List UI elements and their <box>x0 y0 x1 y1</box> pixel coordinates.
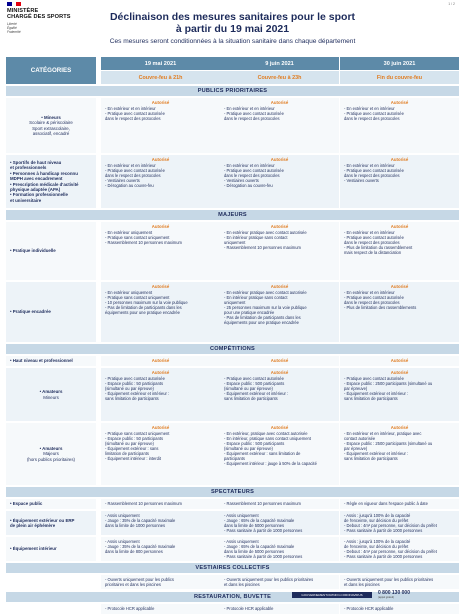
cell-amateurs-mineurs-19-mai <box>101 368 220 421</box>
cell-line: - Jauge : 35% de la capacité maximale <box>105 518 176 523</box>
authorized-label: Autorisé <box>390 358 409 363</box>
cell-line: Majeurs <box>43 451 59 457</box>
row-equipement-interieur <box>6 537 459 561</box>
cell-interieur-9-juin <box>220 537 339 561</box>
cell-encadree-9-juin <box>220 282 339 342</box>
cell-line: dans la limite de 1000 personnes <box>105 523 166 528</box>
cell-line: uniquement <box>224 300 246 305</box>
cell-amateurs-mineurs-30-juin <box>340 368 459 421</box>
cell-line: prioritaires et dans les piscines <box>105 582 161 587</box>
cell-line: - Rassemblement 10 personnes maximum <box>105 501 182 506</box>
government-info-badge[interactable]: GOUVERNEMENT.FR/INFO-CORONAVIRUS <box>292 592 372 598</box>
cell-line: - Vestiaires ouverts <box>105 178 140 183</box>
authorized-label: Autorisé <box>270 358 289 363</box>
cell-line: dans le respect des protocoles <box>344 300 400 305</box>
cell-prioritaires-19-mai <box>101 155 220 208</box>
cell-line: • Formation professionnelle <box>10 192 68 198</box>
cell-line: - Vestiaires ouverts <box>344 178 379 183</box>
cell-line: - Ouverts uniquement pour les publics prioritaires <box>344 577 434 582</box>
cell-haut-niveau-30-juin <box>340 356 459 366</box>
cell-line: Scolaire & périscolaire <box>29 120 73 126</box>
cell-line: dans le respect des protocoles <box>344 240 400 245</box>
row-espace-public <box>6 499 459 509</box>
section-publics-prioritaires: PUBLICS PRIORITAIRES <box>6 86 459 96</box>
cell-line: - En extérieur uniquement <box>105 290 153 295</box>
cell-line: - Rassemblement 10 personnes maximum <box>224 501 301 506</box>
info-phone-number: 0 800 130 000 <box>378 590 410 596</box>
cell-line: - Jauge : 65% de la capacité maximale <box>224 544 295 549</box>
cell-vestiaires-19-mai <box>101 575 220 589</box>
cell-line: de plein air éphémère <box>10 523 56 528</box>
cell-line: sans limitation de participants <box>224 396 278 401</box>
cell-exterieur-19-mai <box>101 511 220 535</box>
cell-line: associatif, encadré <box>32 130 70 136</box>
category-pratique-encadree <box>6 282 96 342</box>
row-publics-prioritaires <box>6 155 459 208</box>
cell-line: - En intérieur pratique sans contact <box>224 235 288 240</box>
row-mineurs <box>6 98 459 153</box>
cell-individuelle-19-mai <box>101 222 220 280</box>
cell-line: Sport extrascolaire, <box>32 125 70 131</box>
cell-individuelle-9-juin <box>220 222 339 280</box>
cell-line: - Espace public : 50 participants <box>105 436 164 441</box>
page-title-line2: à partir du 19 mai 2021 <box>175 23 290 35</box>
row-amateurs-mineurs <box>6 368 459 421</box>
category-amateurs-majeurs <box>6 423 96 485</box>
authorized-label: Autorisé <box>151 370 170 375</box>
cell-line: - En extérieur et en intérieur, pratique avec <box>344 431 422 436</box>
cell-prioritaires-9-juin <box>220 155 339 208</box>
motto-liberte: Liberté <box>7 22 17 26</box>
cell-restauration-30-juin <box>340 604 459 614</box>
cell-line: uniquement <box>224 240 246 245</box>
cell-exterieur-30-juin <box>340 511 459 535</box>
cell-espace-public-19-mai <box>101 499 220 509</box>
cell-line: - Pratique avec contact autorisée <box>105 168 165 173</box>
cell-line: MDPH avec encadrement <box>10 176 63 182</box>
cell-line: - En extérieur et en intérieur <box>344 290 395 295</box>
cell-line: • Équipement extérieur ou ERP <box>10 517 75 523</box>
cell-line: - Pratique sans contact uniquement <box>105 235 170 240</box>
cell-line: • Amateurs <box>39 445 63 451</box>
cell-line: • Amateurs <box>39 389 63 395</box>
date-header-1: 19 mai 2021 <box>101 57 220 70</box>
cell-line: • Prescription médicale d'activité <box>10 181 79 187</box>
authorized-label: Autorisé <box>390 284 409 289</box>
cell-exterieur-9-juin <box>220 511 339 535</box>
cell-line: - Espace public : 50 participants <box>105 381 164 386</box>
authorized-label: Autorisé <box>151 157 170 162</box>
row-restauration <box>6 604 459 614</box>
authorized-label: Autorisé <box>151 100 170 105</box>
cell-interieur-30-juin <box>340 537 459 561</box>
cell-line: par épreuve) <box>344 446 368 451</box>
cell-line: • Sportifs de haut niveau <box>10 159 62 165</box>
cell-line: - Vestiaires ouverts <box>224 178 259 183</box>
cell-line: - Assis uniquement <box>224 513 259 518</box>
cell-line: participants <box>224 456 245 461</box>
cell-line: - Équipement intérieur : interdit <box>105 456 161 461</box>
cell-haut-niveau-9-juin <box>220 356 339 366</box>
cell-line: - 25 personnes maximum sur la voie publique <box>224 305 307 310</box>
cell-line: - Assis uniquement <box>105 513 140 518</box>
cell-line: - En extérieur et en intérieur <box>224 163 275 168</box>
cell-mineurs-9-juin <box>220 98 339 153</box>
cell-line: - Pratique avec contact autorisée <box>344 168 404 173</box>
cell-interieur-19-mai <box>101 537 220 561</box>
cell-line: - Ouverts uniquement pour les publics <box>105 577 174 582</box>
cell-amateurs-majeurs-30-juin <box>340 423 459 485</box>
cell-line: - Équipement intérieur : jauge à 50% de la capacité <box>224 461 317 466</box>
authorized-label: Autorisé <box>270 224 289 229</box>
cell-line: - Debout : 4m² par personne, sur décision du préfet <box>344 523 437 528</box>
authorized-label: Autorisé <box>151 224 170 229</box>
cell-line: - Pratique avec contact autorisée <box>105 376 165 381</box>
section-restauration: RESTAURATION, BUVETTE <box>6 592 459 602</box>
cell-prioritaires-30-juin <box>340 155 459 208</box>
cell-line: - Équipement extérieur et intérieur : <box>344 451 409 456</box>
category-publics-prioritaires <box>6 155 96 208</box>
ministry-line2: CHARGÉ DES SPORTS <box>7 14 71 21</box>
cell-line: - Assis uniquement <box>105 539 140 544</box>
cell-espace-public-9-juin <box>220 499 339 509</box>
cell-line: • Haut niveau et professionnel <box>10 358 73 364</box>
row-equipement-exterieur <box>6 511 459 535</box>
cell-line: - Espace public : 500 participants <box>224 381 285 386</box>
cell-line: équipements pour une pratique encadrée <box>105 310 180 315</box>
page-footer <box>0 589 465 600</box>
cell-line: - Pas de limitation de participants dans les <box>224 315 301 320</box>
page-number: 1 / 2 <box>448 2 455 6</box>
cell-amateurs-majeurs-19-mai <box>101 423 220 485</box>
row-vestiaires <box>6 575 459 589</box>
authorized-label: Autorisé <box>270 157 289 162</box>
cell-line: - Plus de limitation des rassemblements <box>344 305 417 310</box>
cell-line: de l'enceinte, sur décision du préfet <box>344 544 409 549</box>
cell-line: - Équipement extérieur : sans <box>105 446 159 451</box>
authorized-label: Autorisé <box>390 425 409 430</box>
cell-line: - Pratique avec contact autorisée <box>224 376 284 381</box>
row-amateurs-majeurs <box>6 423 459 485</box>
cell-haut-niveau-19-mai <box>101 356 220 366</box>
cell-line: - Jauge : 65% de la capacité maximale <box>224 518 295 523</box>
cell-line: dans la limite de 800 personnes <box>105 549 163 554</box>
cell-line: - Ouverts uniquement pour les publics prioritaires <box>224 577 314 582</box>
cell-line: dans la limite de 5000 personnes <box>224 549 285 554</box>
cell-line: (simultané ou par épreuve) <box>105 441 154 446</box>
authorized-label: Autorisé <box>390 224 409 229</box>
cell-line: dans le respect des protocoles <box>105 173 161 178</box>
cell-mineurs-30-juin <box>340 98 459 153</box>
cell-line: dans le respect des protocoles <box>344 116 400 121</box>
authorized-label: Autorisé <box>390 157 409 162</box>
cell-line: sans limitation de participants <box>344 396 398 401</box>
cell-line: - Jauge : 35% de la capacité maximale <box>105 544 176 549</box>
cell-line: pour une pratique encadrée <box>224 310 275 315</box>
cell-line: - En extérieur et en intérieur <box>224 106 275 111</box>
authorized-label: Autorisé <box>270 100 289 105</box>
authorized-label: Autorisé <box>151 425 170 430</box>
cell-line: - Pratique avec contact autorisée <box>344 111 404 116</box>
cell-line: - Pas de limitation de participants dans les <box>105 305 182 310</box>
cell-line: sans limitation de participants <box>105 396 159 401</box>
cell-line: • Mineurs <box>41 114 61 120</box>
date-header-2: 9 juin 2021 <box>220 57 339 70</box>
cell-line: et professionnels <box>10 165 47 171</box>
category-equipement-interieur <box>6 537 96 561</box>
cell-line: - Espace public : 500 participants <box>224 441 285 446</box>
cell-encadree-30-juin <box>340 282 459 342</box>
cell-line: et universitaire <box>10 197 42 203</box>
cell-line: - En extérieur et en intérieur <box>105 106 156 111</box>
info-phone-caption: (appel gratuit) <box>378 595 395 599</box>
cell-line: - Rassemblement 10 personnes maximum <box>105 240 182 245</box>
date-header-3: 30 juin 2021 <box>340 57 459 70</box>
cell-line: - Protocole HCR applicable <box>224 606 274 611</box>
cell-line: - Équipement extérieur et intérieur : <box>105 391 170 396</box>
motto-fraternite: Fraternité <box>7 29 21 34</box>
table-header <box>6 57 459 84</box>
cell-line: équipements pour une pratique encadrée <box>224 320 299 325</box>
cell-line: (simultané ou par épreuve) <box>224 446 273 451</box>
cell-line: • Pratique individuelle <box>10 248 56 254</box>
motto-egalite: Égalité <box>7 25 17 30</box>
cell-line: et dans les piscines <box>344 582 380 587</box>
cell-line: - En extérieur pratique avec contact autorisée <box>224 230 307 235</box>
cell-line: - Pratique avec contact autorisée <box>344 235 404 240</box>
authorized-label: Autorisé <box>270 425 289 430</box>
cell-line: - En extérieur et en intérieur <box>105 163 156 168</box>
cell-espace-public-30-juin <box>340 499 459 509</box>
cell-line: et dans les piscines <box>224 582 260 587</box>
cell-line: contact autorisée <box>344 436 376 441</box>
cell-line: dans le respect des protocoles <box>224 173 280 178</box>
cell-line: - 10 personnes maximum sur la voie publique <box>105 300 188 305</box>
cell-line: dans la limite de 5000 personnes <box>224 523 285 528</box>
cell-line: (simultané ou par épreuve) <box>224 386 273 391</box>
flag-stripe <box>16 2 21 6</box>
cell-line: sans limitation de participants <box>344 456 398 461</box>
cell-line: dans le respect des protocoles <box>105 116 161 121</box>
cell-line: (hors publics prioritaires) <box>26 456 76 462</box>
cell-line: - En extérieur uniquement <box>105 230 153 235</box>
cell-line: - Équipement extérieur et intérieur : <box>344 391 409 396</box>
cell-line: - Équipement extérieur et intérieur : <box>224 391 289 396</box>
page-subtitle: Ces mesures seront conditionnées à la situation sanitaire dans chaque département <box>109 38 356 45</box>
cell-line: - Pass sanitaire à partir de 1000 personnes <box>224 554 303 559</box>
cell-restauration-19-mai <box>101 604 220 614</box>
cell-line: - En intérieur, pratique sans contact uniquement <box>224 436 311 441</box>
cell-line: - Plus de limitation du rassemblement <box>344 245 413 250</box>
category-amateurs-mineurs <box>6 368 96 421</box>
cell-line: - Dérogation au couvre-feu <box>105 183 154 188</box>
section-majeurs: MAJEURS <box>6 210 459 220</box>
cell-line: de l'enceinte, sur décision du préfet <box>344 518 409 523</box>
cell-line: - Pratique sans contact uniquement <box>105 295 170 300</box>
french-flag-icon <box>7 2 21 6</box>
cell-line: - En extérieur pratique avec contact autorisée <box>224 290 307 295</box>
cell-line: - Pratique avec contact autorisée <box>224 111 284 116</box>
cell-line: - Pratique avec contact autorisée <box>344 376 404 381</box>
cell-line: - Debout : 4m² par personne, sur décision du préfet <box>344 549 437 554</box>
row-haut-niveau <box>6 356 459 366</box>
cell-vestiaires-30-juin <box>340 575 459 589</box>
cell-line: - Espace public : 2500 participants (simultané ou <box>344 441 433 446</box>
cell-line: - Rassemblement 10 personnes maximum <box>224 245 301 250</box>
categories-header: CATÉGORIES <box>6 57 96 84</box>
cell-line: - Règle en vigueur dans l'espace public à date <box>344 501 428 506</box>
cell-line: par épreuve) <box>344 386 368 391</box>
category-haut-niveau <box>6 356 96 366</box>
cell-line: - Pratique avec contact autorisée <box>344 295 404 300</box>
cell-line: - En extérieur et en intérieur <box>344 163 395 168</box>
cell-line: • Équipement intérieur <box>10 546 57 552</box>
authorized-label: Autorisé <box>390 100 409 105</box>
cell-individuelle-30-juin <box>340 222 459 280</box>
cell-line: dans le respect des protocoles <box>344 173 400 178</box>
cell-vestiaires-9-juin <box>220 575 339 589</box>
curfew-header-3: Fin du couvre-feu <box>340 71 459 84</box>
cell-amateurs-majeurs-9-juin <box>220 423 339 485</box>
cell-line: - Pratique avec contact autorisée <box>105 111 165 116</box>
cell-line: • Espace public <box>10 501 43 507</box>
cell-line: (simultané ou par épreuve) <box>105 386 154 391</box>
cell-line: - Protocole HCR applicable <box>105 606 155 611</box>
category-mineurs <box>6 98 96 153</box>
cell-line: - En extérieur, pratique avec contact autorisée <box>224 431 308 436</box>
cell-line: - Pratique avec contact autorisée <box>224 168 284 173</box>
cell-line: - Pass sanitaire à partir de 1000 personnes <box>344 554 423 559</box>
section-competitions: COMPÉTITIONS <box>6 344 459 354</box>
cell-line: Mineurs <box>43 394 59 400</box>
authorized-label: Autorisé <box>270 284 289 289</box>
cell-line: - Protocole HCR applicable <box>344 606 394 611</box>
ministry-line1: MINISTÈRE <box>7 8 39 14</box>
cell-restauration-9-juin <box>220 604 339 614</box>
cell-line: - Pass sanitaire à partir de 1000 personnes <box>344 528 423 533</box>
cell-line: - Dérogation au couvre-feu <box>224 183 273 188</box>
curfew-header-2: Couvre-feu à 23h <box>220 71 339 84</box>
cell-line: - Assis uniquement <box>224 539 259 544</box>
cell-line: - Pratique sans contact uniquement <box>105 431 170 436</box>
row-pratique-encadree <box>6 282 459 342</box>
cell-line: • Pratique encadrée <box>10 309 51 315</box>
cell-amateurs-mineurs-9-juin <box>220 368 339 421</box>
category-equipement-exterieur <box>6 511 96 535</box>
authorized-label: Autorisé <box>151 358 170 363</box>
authorized-label: Autorisé <box>270 370 289 375</box>
cell-mineurs-19-mai <box>101 98 220 153</box>
curfew-header-1: Couvre-feu à 21h <box>101 71 220 84</box>
cell-line: - En intérieur pratique sans contact <box>224 295 288 300</box>
cell-line: • Personnes à handicap reconnu <box>10 170 78 176</box>
cell-line: limitation de participants <box>105 451 149 456</box>
category-pratique-individuelle <box>6 222 96 280</box>
cell-line: - Assis : jusqu'à 100% de la capacité <box>344 513 411 518</box>
cell-line: - En extérieur et en intérieur <box>344 230 395 235</box>
cell-line: - Espace public : 2500 participants (simultané ou <box>344 381 433 386</box>
cell-line: dans le respect des protocoles <box>224 116 280 121</box>
cell-line: - En extérieur et en intérieur <box>344 106 395 111</box>
authorized-label: Autorisé <box>151 284 170 289</box>
section-spectateurs: SPECTATEURS <box>6 487 459 497</box>
cell-line: - Assis : jusqu'à 100% de la capacité <box>344 539 411 544</box>
category-espace-public <box>6 499 96 509</box>
cell-line: mais respect de la distanciation <box>344 250 402 255</box>
authorized-label: Autorisé <box>390 370 409 375</box>
section-vestiaires: VESTIAIRES COLLECTIFS <box>6 563 459 573</box>
cell-encadree-19-mai <box>101 282 220 342</box>
page-title-line1: Déclinaison des mesures sanitaires pour le sport <box>109 11 356 23</box>
cell-line: - Équipement extérieur : sans limitation de <box>224 451 301 456</box>
cell-line: physique adaptée (APA) <box>10 186 61 192</box>
cell-line: - Pass sanitaire à partir de 1000 personnes <box>224 528 303 533</box>
row-pratique-individuelle <box>6 222 459 280</box>
